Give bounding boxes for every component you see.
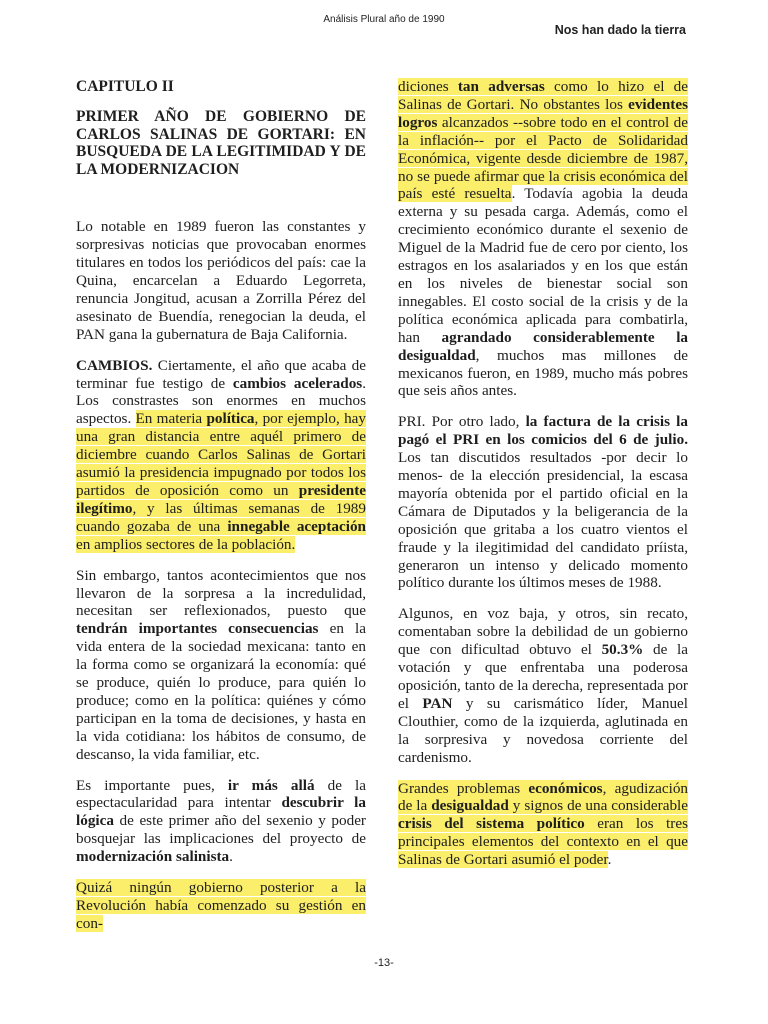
- highlighted-segment: diciones: [398, 78, 458, 95]
- bold-segment: modernización salinista: [76, 848, 230, 866]
- highlighted-bold-segment: tan adversas: [457, 78, 545, 95]
- highlighted-bold-segment: presidente ilegítimo: [76, 481, 366, 517]
- paragraph-quiza: [76, 879, 366, 933]
- text-segment: PRI. Por otro lado,: [398, 413, 526, 431]
- text-segment: Es importante pues,: [76, 776, 228, 794]
- bold-segment: PAN: [422, 694, 453, 712]
- left-column: [76, 78, 366, 946]
- text-segment: Ciertamente, el año que acaba de terminar fue testigo de: [76, 356, 366, 392]
- text-segment: Sin embargo, tantos acontecimientos que nos llevaron de la sorpresa a la incredulidad, necesitan ser reflexionados, puesto que: [76, 566, 366, 620]
- highlighted-segment: Quizá ningún gobierno posterior a la Revolución había comenzado su gestión en con-: [76, 879, 366, 932]
- right-column: [398, 78, 688, 882]
- text-segment: Algunos, en voz baja, y otros, sin recato, comentaban sobre la debilidad de un gobierno que con dificultad obtuvo el: [398, 605, 688, 659]
- lead-cambios: CAMBIOS.: [76, 356, 153, 374]
- chapter-label: CAPITULO II: [76, 78, 174, 95]
- paragraph-algunos: [398, 605, 688, 766]
- highlighted-bold-segment: evidentes logros: [398, 95, 688, 131]
- highlighted-segment: alcanzados --sobre todo en el control de la inflación-- por el Pacto de Solidaridad Económica, vigente desde diciembre de 1987, no se puede afirmar que la crisis económica del país esté resuelta: [398, 113, 688, 203]
- text-segment: de este primer año del sexenio y poder bosquejar las implicaciones del proyecto de: [76, 812, 366, 848]
- paragraph-sin-embargo: [76, 567, 366, 764]
- highlighted-segment: Grandes problemas: [398, 779, 529, 797]
- highlighted-bold-segment: económicos: [528, 779, 603, 797]
- highlighted-segment: como lo hizo el de Salinas de Gortari. No obstantes los: [398, 78, 689, 113]
- text-segment: , muchos mas millones de mexicanos fueron, en 1989, mucho más pobres que seis años antes.: [398, 346, 688, 400]
- text-segment: y su carismático líder, Manuel Clouthier, como de la izquierda, aglutinada en la sorpresiva y novedosa corriente del cardenismo.: [398, 694, 688, 766]
- text-segment: .: [229, 848, 233, 866]
- bold-segment: agrandado considerablemente la desigualdad: [398, 328, 689, 364]
- highlighted-segment: y signos de una considerable: [508, 797, 688, 815]
- section-name: Nos han dado la tierra: [554, 23, 686, 37]
- bold-segment: 50.3%: [601, 641, 644, 659]
- highlighted-bold-segment: desigualdad: [431, 797, 509, 815]
- text-segment: de la votación y que enfrentaba una poderosa oposición, tanto de la derecha, representada por el: [398, 641, 688, 712]
- highlighted-segment: , agudización de la: [398, 779, 689, 815]
- highlighted-bold-segment: política: [206, 410, 255, 428]
- highlighted-bold-segment: crisis del sistema político: [398, 815, 585, 833]
- text-segment: de la espectacularidad para intentar: [76, 776, 367, 812]
- highlighted-segment: , y las últimas semanas de 1989 cuando gozaba de una: [76, 499, 366, 535]
- highlighted-segment: eran los tres principales elementos del contexto en el que Salinas de Gortari asumió el poder: [398, 815, 688, 869]
- highlighted-segment: En materia: [135, 410, 207, 428]
- text-segment: en la vida entera de la sociedad mexicana: tanto en la forma como se organizará la economía: qué se produce, quién lo produce, para quién lo produce; como en la política: quiénes y cómo participan en la toma de decisiones, y hasta en la vida cotidiana: los hábitos de consumo, de descanso, la vida familiar, etc.: [76, 620, 366, 763]
- bold-segment: ir más allá: [227, 776, 315, 794]
- running-head: Análisis Plural año de 1990: [323, 14, 445, 25]
- paragraph-pri: [398, 413, 688, 592]
- highlighted-segment: , por ejemplo, hay una gran distancia entre aquél primero de diciembre cuando Carlos Salinas de Gortari asumió la presidencia impugnado por todos los partidos de oposición como un: [76, 410, 366, 499]
- highlighted-bold-segment: innegable aceptación: [227, 517, 367, 535]
- bold-segment: cambios acelerados: [232, 374, 363, 392]
- paragraph-cambios: [76, 357, 366, 554]
- bold-segment: tendrán importantes consecuencias: [76, 620, 319, 638]
- text-segment: .: [607, 851, 612, 869]
- bold-segment: la factura de la crisis la pagó el PRI en los comicios del 6 de julio.: [398, 413, 688, 449]
- text-segment: . Los constrastes son enormes en muchos aspectos.: [76, 374, 366, 428]
- bold-segment: descubrir la lógica: [76, 794, 366, 830]
- page-number: -13-: [374, 957, 394, 969]
- text-segment: . Todavía agobia la deuda externa y su pesada carga. Además, como el crecimiento económico durante el sexenio de Miguel de la Madrid fue de cero por ciento, los estragos en los asalariados y en los que están en los niveles de bienestar social son innegables. El costo social de la crisis y de la política económica aplicada para combatirla, han: [398, 185, 688, 346]
- paragraph-condiciones: [398, 78, 688, 400]
- text-segment: Los tan discutidos resultados -por decir lo menos- de la elección presidencial, la escasa mayoría obtenida por el partido oficial en la Cámara de Diputados y la beligerancia de la oposición que gritaba a los cuatro vientos el fraude y la ilegitimidad del candidato príista, generaron un intenso y delicado momento político durante los últimos meses de 1988.: [398, 449, 688, 592]
- paragraph-grandes-problemas: [398, 780, 688, 870]
- highlighted-segment: en amplios sectores de la población.: [76, 535, 296, 553]
- paragraph-intro: Lo notable en 1989 fueron las constantes y sorpresivas noticias que provocaban enormes titulares en todos los periódicos del país: cae la Quina, encarcelan a Eduardo Legorreta, renuncia Jongitud, acusan a Zorrilla Pérez del asesinato de Buendía, renegocian la deuda, el PAN gana la gubernatura de Baja California.: [76, 218, 366, 343]
- paragraph-es-importante: [76, 777, 366, 867]
- chapter-title: PRIMER AÑO DE GOBIERNO DE CARLOS SALINAS DE GORTARI: EN BUSQUEDA DE LA LEGITIMIDAD Y DE LA MODERNIZACION: [76, 107, 366, 178]
